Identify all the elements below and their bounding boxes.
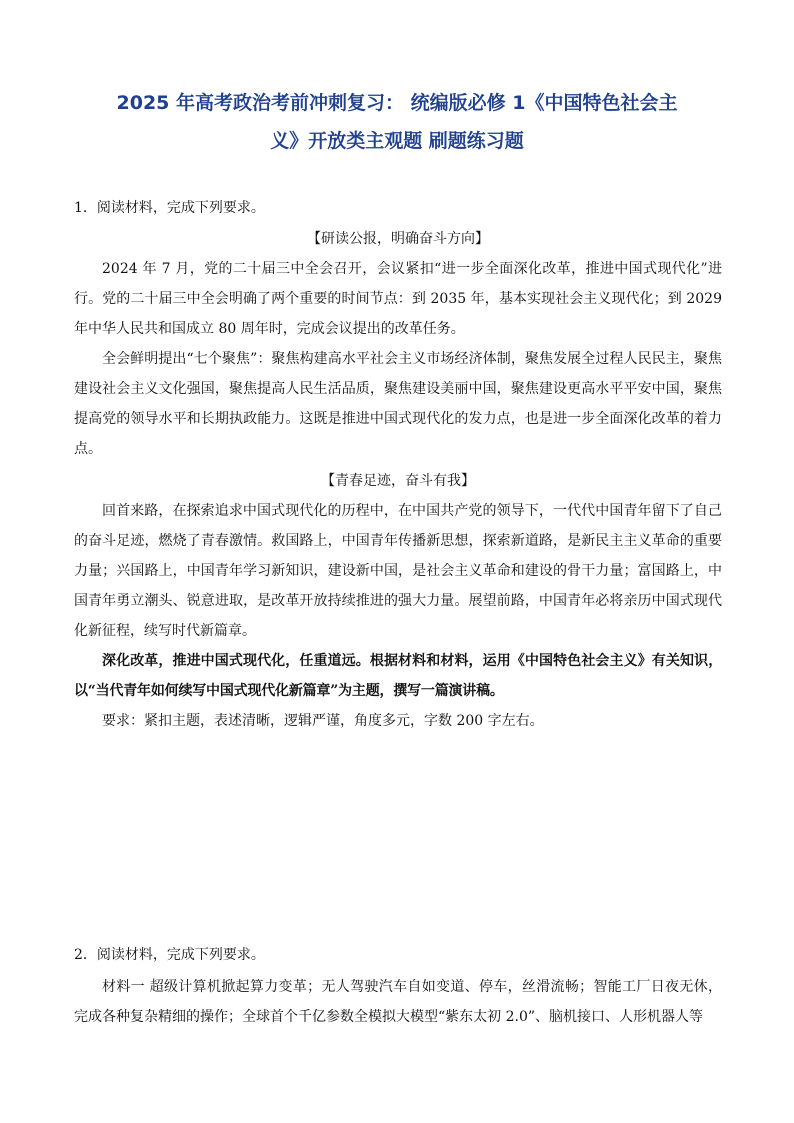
material-heading-1: 【研读公报，明确奋斗方向】 <box>307 231 489 247</box>
title-line-2: 义》开放类主观题 刷题练习题 <box>270 130 524 152</box>
material-paragraph-1: 2024 年 7 月，党的二十届三中全会召开，会议紧扣“进一步全面深化改革，推进中国式现代化”进行。党的二十届三中全会明确了两个重要的时间节点：到 2035 年，基本实现社会主义现代化；到 2029 年中华人民共和国成立 80 周年时，完成会议提出的改革任务。 <box>74 261 722 337</box>
material-paragraph-2: 全会鲜明提出“七个聚焦”：聚焦构建高水平社会主义市场经济体制，聚焦发展全过程人民民主，聚焦建设社会主义文化强国，聚焦提高人民生活品质，聚焦建设美丽中国，聚焦建设更高水平平安中国，聚焦提高党的领导水平和长期执政能力。这既是推进中国式现代化的发力点，也是进一步全面深化改革的着力点。 <box>74 351 722 457</box>
question-1-prompt: 1．阅读材料，完成下列要求。 <box>74 200 265 216</box>
question-2-material-1: 材料一 超级计算机掀起算力变革；无人驾驶汽车自如变道、停车，丝滑流畅；智能工厂日夜无休，完成各种复杂精细的操作；全球首个千亿参数全模拟大模型“紫东太初 2.0”、脑机接口、人形机器人等 <box>74 979 722 1025</box>
question-2-prompt: 2．阅读材料，完成下列要求。 <box>74 947 265 963</box>
material-heading-2: 【青春足迹，奋斗有我】 <box>321 473 475 489</box>
question-1-task: 深化改革，推进中国式现代化，任重道远。根据材料和材料，运用《中国特色社会主义》有关知识，以“当代青年如何续写中国式现代化新篇章”为主题，撰写一篇演讲稿。 <box>74 653 722 699</box>
question-1 <box>74 193 722 736</box>
document-title <box>60 84 734 160</box>
material-paragraph-3: 回首来路，在探索追求中国式现代化的历程中，在中国共产党的领导下，一代代中国青年留下了自己的奋斗足迹，燃烧了青春激情。救国路上，中国青年传播新思想，探索新道路，是新民主主义革命的重要力量；兴国路上，中国青年学习新知识，建设新中国，是社会主义革命和建设的骨干力量；富国路上，中国青年勇立潮头、锐意进取，是改革开放持续推进的强大力量。展望前路，中国青年必将亲历中国式现代化新征程，续写时代新篇章。 <box>74 503 722 639</box>
question-2 <box>74 940 722 1032</box>
title-line-1: 2025 年高考政治考前冲刺复习： 统编版必修 1《中国特色社会主 <box>116 92 678 114</box>
question-1-requirement: 要求：紧扣主题，表述清晰，逻辑严谨，角度多元，字数 200 字左右。 <box>102 713 544 729</box>
